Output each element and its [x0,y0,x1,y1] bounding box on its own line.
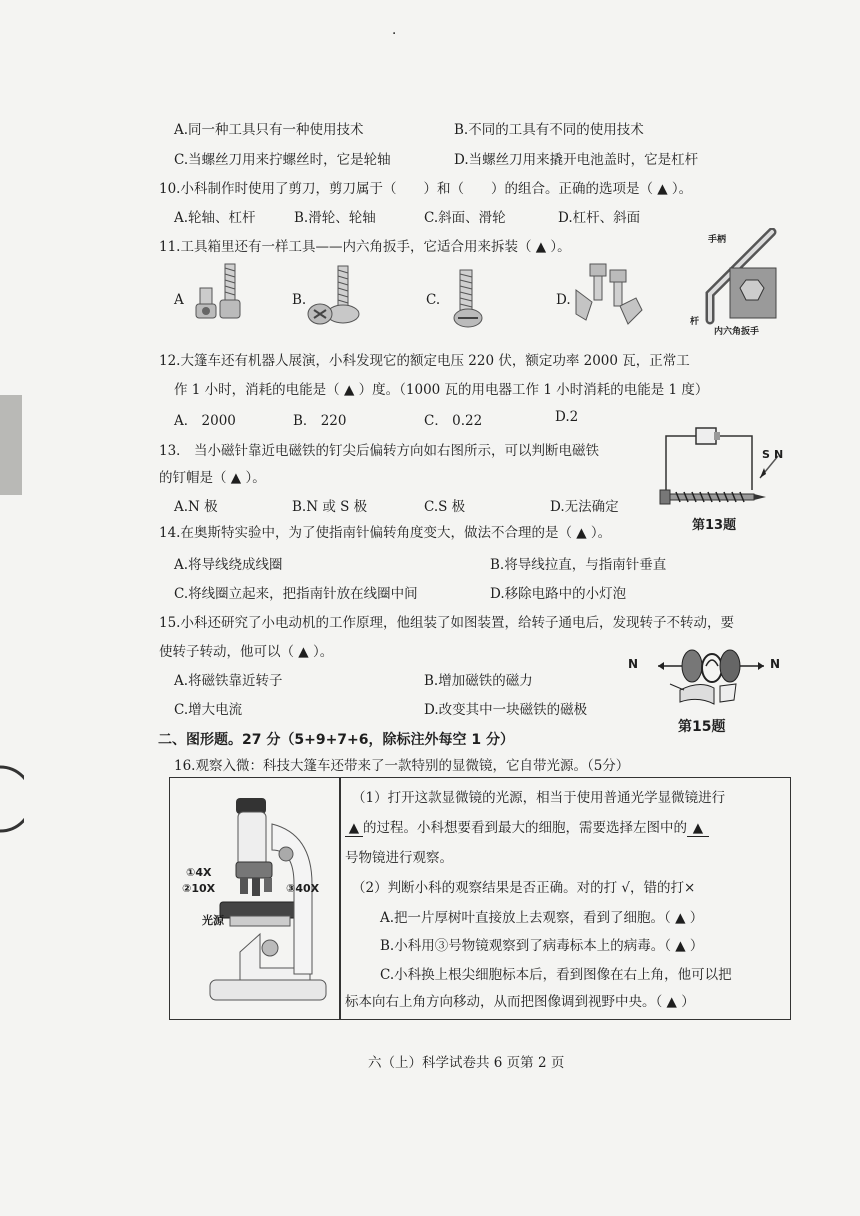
q14-option-c: C.将线圈立起来，把指南针放在线圈中间 [174,586,418,602]
q11-stem: 11.工具箱里还有一样工具——内六角扳手，它适合用来拆装（ ▲ ）。 [159,239,571,255]
answer-blank-2[interactable]: ▲ [687,820,709,837]
q10-stem: 10.小科制作时使用了剪刀，剪刀属于（ ）和（ ）的组合。正确的选项是（ ▲ ）。 [159,181,693,197]
q11-screw-a-image [186,260,256,330]
answer-blank-1[interactable]: ▲ [345,820,363,837]
q16-stem: 16.观察入微：科技大篷车还带来了一款特别的显微镜，它自带光源。（5分） [174,758,630,774]
q14-option-b: B.将导线拉直，与指南针垂直 [490,557,667,573]
q15-figure-caption: 第15题 [678,719,726,735]
microscope-figure [200,784,330,1012]
hex-key-handle-label: 手柄 [708,235,727,245]
q12-option-d: D.2 [555,409,579,425]
q15-option-a: A.将磁铁靠近转子 [174,673,283,689]
light-source-label: 光源 [202,914,224,927]
q16-part1-line2: ▲ 的过程。小科想要看到最大的细胞，需要选择左图中的 ▲ [345,816,709,837]
q10-option-b: B.滑轮、轮轴 [294,210,376,226]
q13-option-b: B.N 或 S 极 [292,499,368,515]
electromagnet-needle-s-label: S [762,448,770,461]
objective-3-label: ③40X [286,882,320,895]
electromagnet-figure [656,420,786,518]
q11-screw-c-image [446,264,496,334]
scan-circle-fragment [0,765,24,835]
q9-option-a: A.同一种工具只有一种使用技术 [174,122,364,138]
q11-label-b: B. [292,292,307,308]
motor-figure [640,640,780,710]
hex-key-figure [690,228,782,338]
q11-label-a: A [174,292,184,308]
objective-2-label: ②10X [182,882,216,895]
q16-part1-line3: 号物镜进行观察。 [345,850,453,866]
q11-label-c: C. [426,292,441,308]
q10-option-a: A.轮轴、杠杆 [174,210,256,226]
section-2-heading: 二、图形题。27 分（5+9+7+6，除标注外每空 1 分） [158,732,515,748]
q12-option-a: A． 2000 [174,413,236,429]
scan-shadow [0,395,22,495]
q9-option-d: D.当螺丝刀用来撬开电池盖时，它是杠杆 [454,152,699,168]
q15-option-d: D.改变其中一块磁铁的磁极 [424,702,588,718]
hex-key-lever-label: 杆 [690,317,700,327]
q12-option-b: B． 220 [293,413,347,429]
hex-key-caption: 内六角扳手 [714,327,760,337]
q9-option-c: C.当螺丝刀用来拧螺丝时，它是轮轴 [174,152,391,168]
q14-option-d: D.移除电路中的小灯泡 [490,586,627,602]
electromagnet-needle-n-label: N [774,448,784,461]
q16-part2-c-line1: C.小科换上根尖细胞标本后，看到图像在右上角，他可以把 [380,967,732,983]
q9-option-b: B.不同的工具有不同的使用技术 [454,122,644,138]
q16-part2-heading: （2）判断小科的观察结果是否正确。对的打 √，错的打× [352,880,696,896]
q14-option-a: A.将导线绕成线圈 [174,557,283,573]
q13-figure-caption: 第13题 [692,518,737,533]
page-footer: 六（上）科学试卷共 6 页第 2 页 [368,1055,565,1071]
q11-label-d: D. [556,292,571,308]
top-dot: · [392,26,397,42]
q13-stem-line1: 13． 当小磁针靠近电磁铁的钉尖后偏转方向如右图所示，可以判断电磁铁 [159,443,599,459]
q16-table-divider [339,778,341,1019]
motor-n-right-label: N [770,657,781,671]
q15-option-c: C.增大电流 [174,702,243,718]
q12-stem-line2: 作 1 小时，消耗的电能是（ ▲ ）度。（1000 瓦的用电器工作 1 小时消耗的电能是 1 度） [174,382,709,398]
q15-stem-line1: 15.小科还研究了小电动机的工作原理，他组装了如图装置，给转子通电后，发现转子不转动，要 [159,615,734,631]
q14-stem: 14.在奥斯特实验中，为了使指南针偏转角度变大，做法不合理的是（ ▲ ）。 [159,525,612,541]
q13-option-d: D.无法确定 [550,499,619,515]
q10-option-c: C.斜面、滑轮 [424,210,506,226]
q16-part2-c-line2: 标本向右上角方向移动，从而把图像调到视野中央。（ ▲ ） [345,994,695,1010]
q15-stem-line2: 使转子转动，他可以（ ▲ ）。 [159,644,334,660]
objective-1-label: ①4X [186,866,212,879]
q11-screw-b-image [304,262,364,332]
q16-part2-a: A.把一片厚树叶直接放上去观察，看到了细胞。（ ▲ ） [380,910,704,926]
q12-option-c: C． 0.22 [424,413,483,429]
motor-n-left-label: N [628,657,639,671]
q16-part2-b: B.小科用③号物镜观察到了病毒标本上的病毒。（ ▲ ） [380,938,704,954]
q13-option-c: C.S 极 [424,499,466,515]
q13-stem-line2: 的钉帽是（ ▲ ）。 [159,470,266,486]
q12-stem-line1: 12.大篷车还有机器人展演，小科发现它的额定电压 220 伏，额定功率 2000 瓦，正常工 [159,353,690,369]
q15-option-b: B.增加磁铁的磁力 [424,673,533,689]
q11-screw-d-image [570,262,650,332]
q10-option-d: D.杠杆、斜面 [558,210,641,226]
q16-part1-line1: （1）打开这款显微镜的光源，相当于使用普通光学显微镜进行 [352,790,726,806]
q13-option-a: A.N 极 [174,499,218,515]
